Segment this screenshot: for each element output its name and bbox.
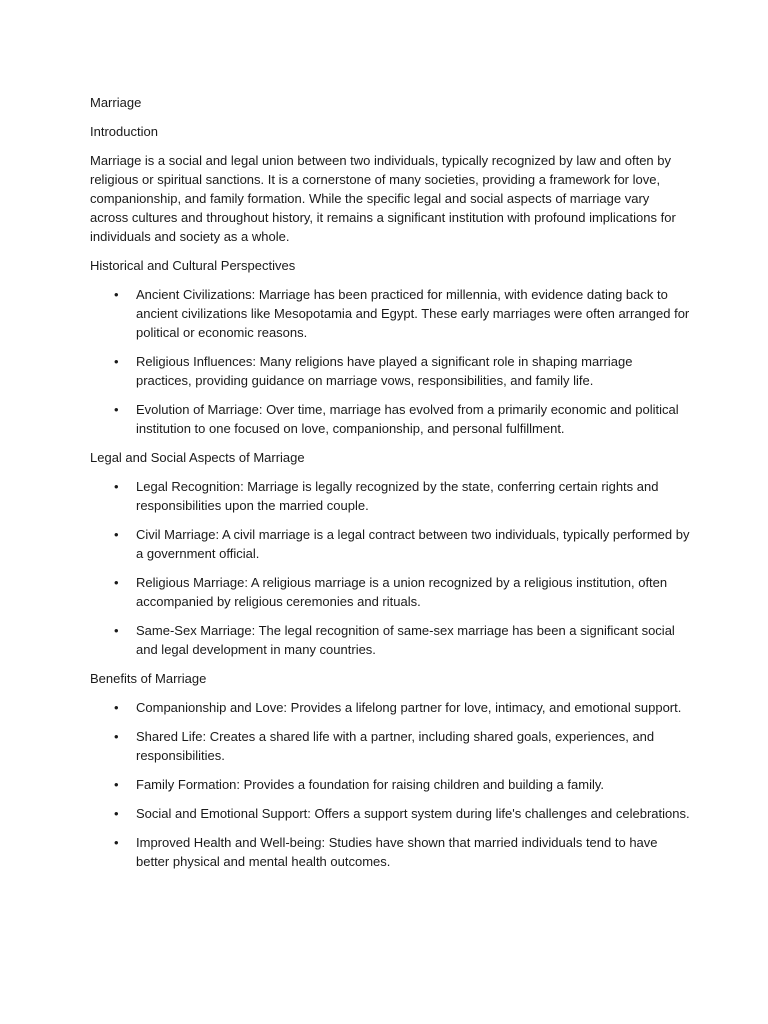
bullet-icon: • bbox=[114, 835, 119, 850]
list-item-text: Social and Emotional Support: Offers a support system during life's challenges and celebrations. bbox=[136, 806, 690, 821]
intro-heading: Introduction bbox=[90, 124, 158, 139]
document-page bbox=[90, 93, 690, 881]
legal-list bbox=[90, 477, 690, 659]
list-item-text: Shared Life: Creates a shared life with a partner, including shared goals, experiences, and responsibilities. bbox=[136, 729, 655, 763]
list-item bbox=[90, 400, 690, 438]
list-item-text: Family Formation: Provides a foundation for raising children and building a family. bbox=[136, 777, 604, 792]
list-item-text: Religious Influences: Many religions have played a significant role in shaping marriage practices, providing guidance on marriage vows, responsibilities, and family life. bbox=[136, 354, 633, 388]
bullet-icon: • bbox=[114, 729, 119, 744]
list-item bbox=[90, 621, 690, 659]
list-item-text: Companionship and Love: Provides a lifelong partner for love, intimacy, and emotional support. bbox=[136, 700, 682, 715]
list-item bbox=[90, 573, 690, 611]
list-item-text: Civil Marriage: A civil marriage is a legal contract between two individuals, typically performed by a government official. bbox=[136, 527, 690, 561]
list-item-text: Evolution of Marriage: Over time, marriage has evolved from a primarily economic and political institution to one focused on love, companionship, and personal fulfillment. bbox=[136, 402, 679, 436]
bullet-icon: • bbox=[114, 777, 119, 792]
bullet-icon: • bbox=[114, 354, 119, 369]
bullet-icon: • bbox=[114, 402, 119, 417]
bullet-icon: • bbox=[114, 527, 119, 542]
bullet-icon: • bbox=[114, 700, 119, 715]
bullet-icon: • bbox=[114, 287, 119, 302]
list-item bbox=[90, 477, 690, 515]
benefits-list bbox=[90, 698, 690, 871]
bullet-icon: • bbox=[114, 479, 119, 494]
intro-paragraph: Marriage is a social and legal union between two individuals, typically recognized by law and often by religious or spiritual sanctions. It is a cornerstone of many societies, providing a framework for love, companionship, and family formation. While the specific legal and social aspects of marriage vary across cultures and throughout history, it remains a significant institution with profound implications for individuals and society as a whole. bbox=[90, 153, 676, 244]
section-heading-benefits: Benefits of Marriage bbox=[90, 671, 207, 686]
list-item bbox=[90, 833, 690, 871]
section-heading-legal: Legal and Social Aspects of Marriage bbox=[90, 450, 305, 465]
list-item bbox=[90, 727, 690, 765]
list-item bbox=[90, 775, 690, 794]
bullet-icon: • bbox=[114, 575, 119, 590]
list-item-text: Religious Marriage: A religious marriage is a union recognized by a religious institution, often accompanied by religious ceremonies and rituals. bbox=[136, 575, 668, 609]
bullet-icon: • bbox=[114, 806, 119, 821]
list-item bbox=[90, 352, 690, 390]
list-item bbox=[90, 698, 690, 717]
list-item bbox=[90, 525, 690, 563]
section-heading-history: Historical and Cultural Perspectives bbox=[90, 258, 296, 273]
document-title: Marriage bbox=[90, 95, 142, 110]
list-item-text: Same-Sex Marriage: The legal recognition of same-sex marriage has been a significant social and legal development in many countries. bbox=[136, 623, 675, 657]
bullet-icon: • bbox=[114, 623, 119, 638]
list-item-text: Improved Health and Well-being: Studies have shown that married individuals tend to have better physical and mental health outcomes. bbox=[136, 835, 658, 869]
list-item-text: Ancient Civilizations: Marriage has been practiced for millennia, with evidence dating back to ancient civilizations like Mesopotamia and Egypt. These early marriages were often arranged for political or economic reasons. bbox=[136, 287, 690, 340]
list-item-text: Legal Recognition: Marriage is legally recognized by the state, conferring certain rights and responsibilities upon the married couple. bbox=[136, 479, 659, 513]
list-item bbox=[90, 804, 690, 823]
list-item bbox=[90, 285, 690, 342]
history-list bbox=[90, 285, 690, 438]
